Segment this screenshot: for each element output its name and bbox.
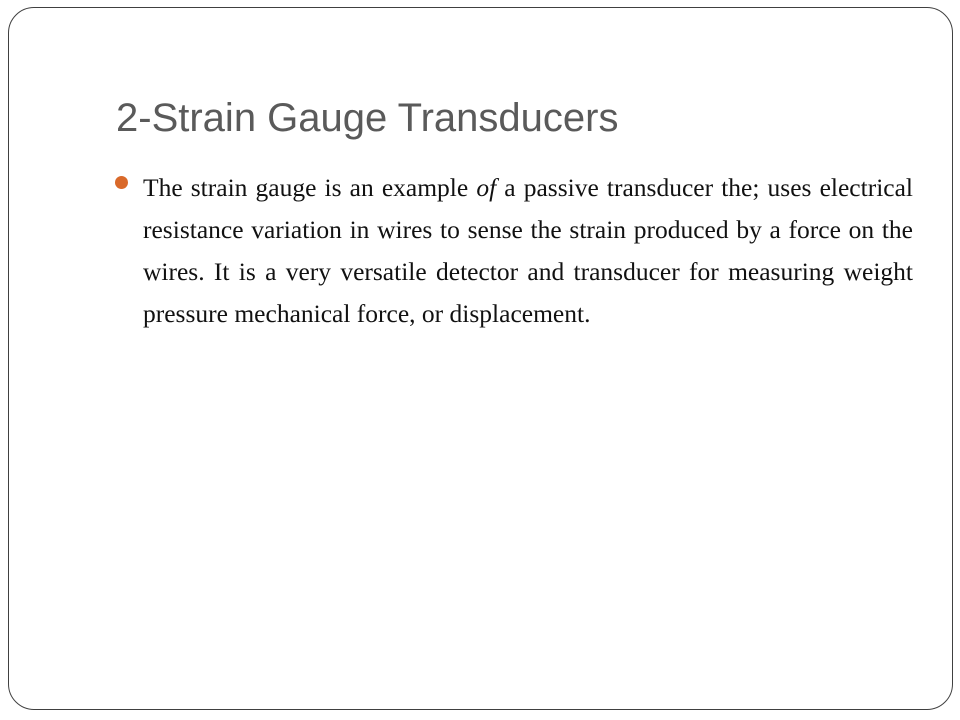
slide-body <box>115 167 913 335</box>
slide-title: 2-Strain Gauge Transducers <box>116 96 619 140</box>
slide-frame <box>8 7 953 710</box>
bullet-text-before: The strain gauge is an example <box>143 173 477 202</box>
bullet-text-italic: of <box>476 173 497 202</box>
bullet-item <box>115 167 913 335</box>
bullet-dot-icon <box>115 176 128 189</box>
bullet-text-after: a passive transducer the; uses electrical resistance variation in wires to sense the strain produced by a force on the wires. It is a very versatile detector and transducer for measuring weight pressure mechanical force, or displacement. <box>143 173 914 328</box>
bullet-text <box>143 167 913 335</box>
